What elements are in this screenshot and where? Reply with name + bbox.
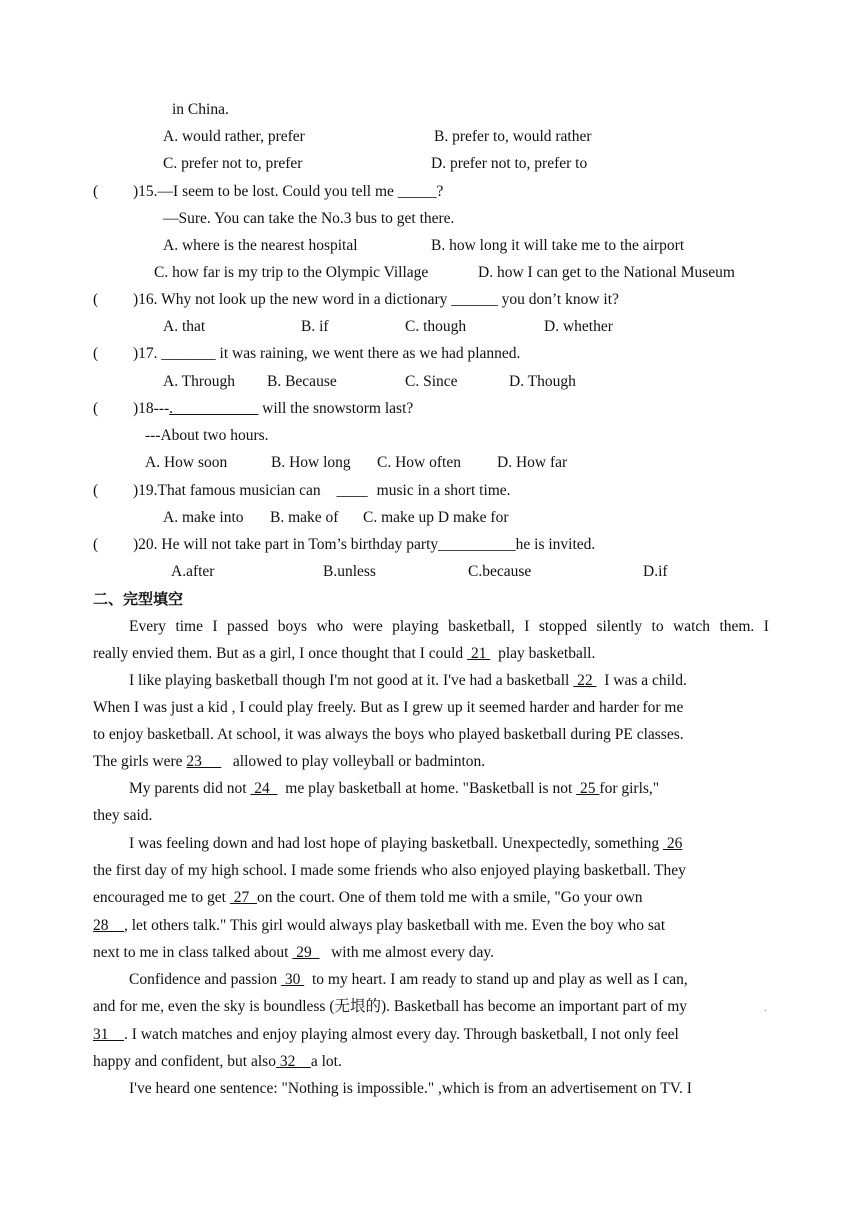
passage-line: really envied them. But as a girl, I once thought that I could 21 play basketball. <box>93 645 596 662</box>
blank-27: 27 <box>229 889 257 906</box>
passage-word: were <box>352 618 383 635</box>
q20-blank: __________ <box>438 536 516 553</box>
passage-word: Every <box>129 618 167 635</box>
q17-option-a: A. Through <box>163 373 236 390</box>
blank-24: 24 <box>250 780 278 797</box>
q19-blank: ____ <box>336 482 368 499</box>
passage-line: encouraged me to get 27 on the court. One of them told me with a smile, "Go your own <box>93 889 643 906</box>
q16-stem: )16. Why not look up the new word in a dictionary ______ you don’t know it? <box>133 291 619 308</box>
q18-blank: .___________ <box>169 400 259 417</box>
q15-stem: )15.—I seem to be lost. Could you tell me _____? <box>133 183 444 200</box>
blank-25: 25 <box>576 780 600 797</box>
q19-option-b: B. make of <box>270 509 339 526</box>
q14-continuation: in China. <box>172 101 229 118</box>
q16-option-a: A. that <box>163 318 206 335</box>
q15-option-b: B. how long it will take me to the airport <box>431 237 685 254</box>
passage-word: to <box>651 618 664 635</box>
q15-paren: ( <box>93 183 99 200</box>
q18-option-d: D. How far <box>497 454 568 471</box>
q20-option-a: A.after <box>171 563 215 580</box>
q20-option-c: C.because <box>468 563 532 580</box>
passage-line: to enjoy basketball. At school, it was always the boys who played basketball during PE classes. <box>93 726 684 743</box>
q18-option-b: B. How long <box>271 454 351 471</box>
passage-word: silently <box>596 618 643 635</box>
q20-option-d: D.if <box>643 563 668 580</box>
stray-mark: . <box>764 1003 767 1014</box>
passage-word: stopped <box>538 618 588 635</box>
passage-line: I've heard one sentence: "Nothing is impossible." ,which is from an advertisement on TV. I <box>129 1080 692 1097</box>
q16-option-d: D. whether <box>544 318 613 335</box>
passage-word: them. <box>719 618 755 635</box>
q16-paren: ( <box>93 291 99 308</box>
q18-option-a: A. How soon <box>145 454 228 471</box>
passage-word: passed <box>227 618 269 635</box>
blank-31: 31 <box>93 1026 124 1043</box>
passage-line: happy and confident, but also 32 a lot. <box>93 1053 342 1070</box>
q20-option-b: B.unless <box>323 563 376 580</box>
passage-word: time <box>175 618 203 635</box>
passage-line: 31 . I watch matches and enjoy playing almost every day. Through basketball, I not only feel <box>93 1026 679 1043</box>
passage-line: When I was just a kid , I could play freely. But as I grew up it seemed harder and harder for me <box>93 699 684 716</box>
q15-option-a: A. where is the nearest hospital <box>163 237 358 254</box>
q17-option-c: C. Since <box>405 373 458 390</box>
passage-word: I <box>524 618 530 635</box>
passage-line: My parents did not 24 me play basketball at home. "Basketball is not 25 for girls," <box>129 780 660 797</box>
q16-option-c: C. though <box>405 318 467 335</box>
passage-word: who <box>316 618 344 635</box>
q18-stem: )18---.___________ will the snowstorm last? <box>133 400 414 417</box>
passage-word: I <box>212 618 218 635</box>
blank-32: 32 <box>275 1053 311 1070</box>
passage-word: basketball, <box>448 618 515 635</box>
q17-option-b: B. Because <box>267 373 337 390</box>
passage-word: watch <box>673 618 711 635</box>
blank-22: 22 <box>573 672 597 689</box>
passage-line <box>129 617 769 637</box>
q18-option-c: C. How often <box>377 454 461 471</box>
q15-reply: —Sure. You can take the No.3 bus to get there. <box>163 210 455 227</box>
passage-word: playing <box>392 618 439 635</box>
q20-stem: )20. He will not take part in Tom’s birthday party__________he is invited. <box>133 536 596 553</box>
q19-option-c: C. make up D make for <box>363 509 509 526</box>
blank-23: 23 <box>186 753 222 770</box>
passage-line: the first day of my high school. I made some friends who also enjoyed playing basketball. They <box>93 862 686 879</box>
passage-word: I <box>763 618 769 635</box>
blank-29: 29 <box>292 944 320 961</box>
passage-line: The girls were 23 allowed to play volleyball or badminton. <box>93 753 486 770</box>
q19-paren: ( <box>93 482 99 499</box>
blank-30: 30 <box>280 971 305 988</box>
q17-stem: )17. _______ it was raining, we went there as we had planned. <box>133 345 521 362</box>
passage-line: next to me in class talked about 29 with me almost every day. <box>93 944 495 961</box>
blank-21: 21 <box>467 645 491 662</box>
q20-paren: ( <box>93 536 99 553</box>
q19-option-a: A. make into <box>163 509 244 526</box>
passage-line: and for me, even the sky is boundless (无垠的). Basketball has become an important part of my <box>93 998 688 1015</box>
q15-option-d: D. how I can get to the National Museum <box>478 264 735 281</box>
q16-option-b: B. if <box>301 318 329 335</box>
passage-line: Confidence and passion 30 to my heart. I am ready to stand up and play as well as I can, <box>129 971 688 988</box>
q18-paren: ( <box>93 400 99 417</box>
blank-26: 26 <box>663 835 683 852</box>
q14-option-a: A. would rather, prefer <box>163 128 305 145</box>
section-heading: 二、完型填空 <box>93 590 184 608</box>
q14-option-b: B. prefer to, would rather <box>434 128 592 145</box>
q14-option-d: D. prefer not to, prefer to <box>431 155 588 172</box>
passage-line: I was feeling down and had lost hope of playing basketball. Unexpectedly, something 26 <box>129 835 683 852</box>
blank-28: 28 <box>93 917 124 934</box>
passage-word: boys <box>277 618 308 635</box>
passage-line: 28 , let others talk." This girl would always play basketball with me. Even the boy who sat <box>93 917 666 934</box>
q18-reply: ---About two hours. <box>145 427 269 444</box>
q15-option-c: C. how far is my trip to the Olympic Village <box>154 264 429 281</box>
q19-stem: )19.That famous musician can ____ music in a short time. <box>133 482 511 499</box>
q17-paren: ( <box>93 345 99 362</box>
passage-line: they said. <box>93 807 153 824</box>
passage-line: I like playing basketball though I'm not good at it. I've had a basketball 22 I was a child. <box>129 672 687 689</box>
q17-option-d: D. Though <box>509 373 576 390</box>
q14-option-c: C. prefer not to, prefer <box>163 155 303 172</box>
